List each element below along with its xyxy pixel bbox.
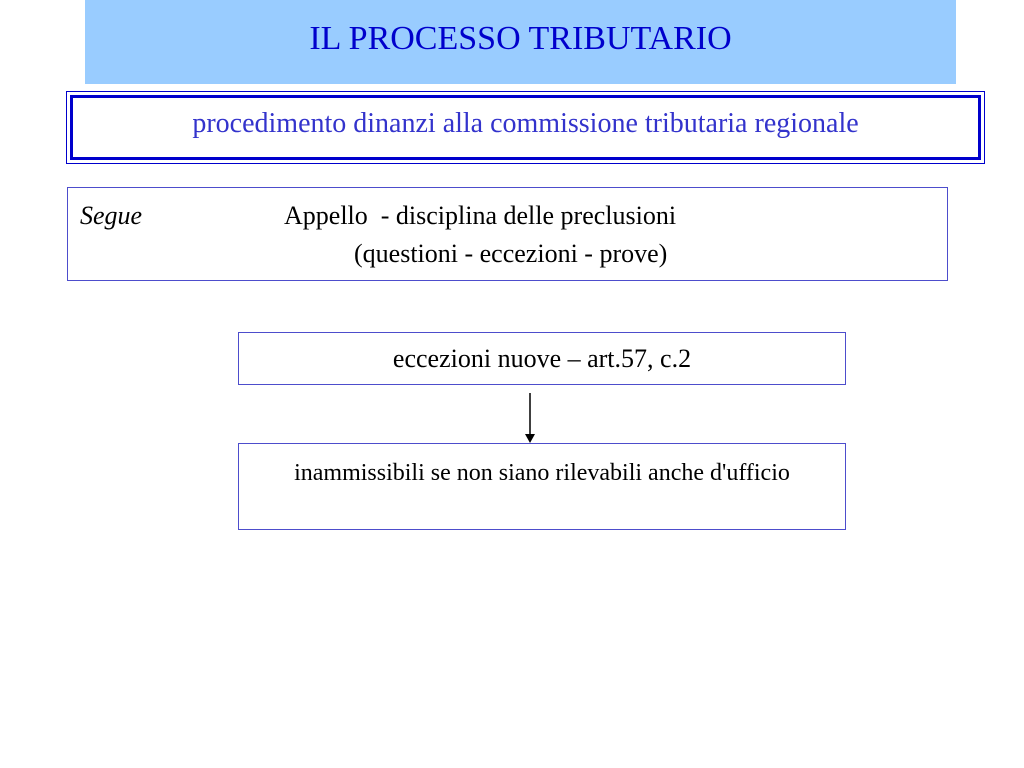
appello-subheading: (questioni - eccezioni - prove) bbox=[354, 239, 668, 268]
subtitle-box bbox=[66, 91, 985, 164]
flow-box-inammissibili-text: inammissibili se non siano rilevabili anche d'ufficio bbox=[294, 460, 790, 486]
page-title: IL PROCESSO TRIBUTARIO bbox=[309, 20, 732, 57]
arrow-down-icon bbox=[522, 393, 538, 443]
appello-heading: Appello - disciplina delle preclusioni bbox=[284, 201, 677, 230]
title-banner bbox=[85, 0, 956, 84]
subtitle-text: procedimento dinanzi alla commissione tributaria regionale bbox=[192, 108, 859, 139]
subtitle-inner-frame bbox=[70, 95, 981, 160]
flow-box-inammissibili bbox=[238, 443, 846, 530]
flow-box-eccezioni-text: eccezioni nuove – art.57, c.2 bbox=[392, 344, 692, 373]
flow-box-eccezioni bbox=[238, 332, 846, 385]
segue-label: Segue bbox=[80, 201, 143, 230]
segue-box bbox=[67, 187, 948, 281]
